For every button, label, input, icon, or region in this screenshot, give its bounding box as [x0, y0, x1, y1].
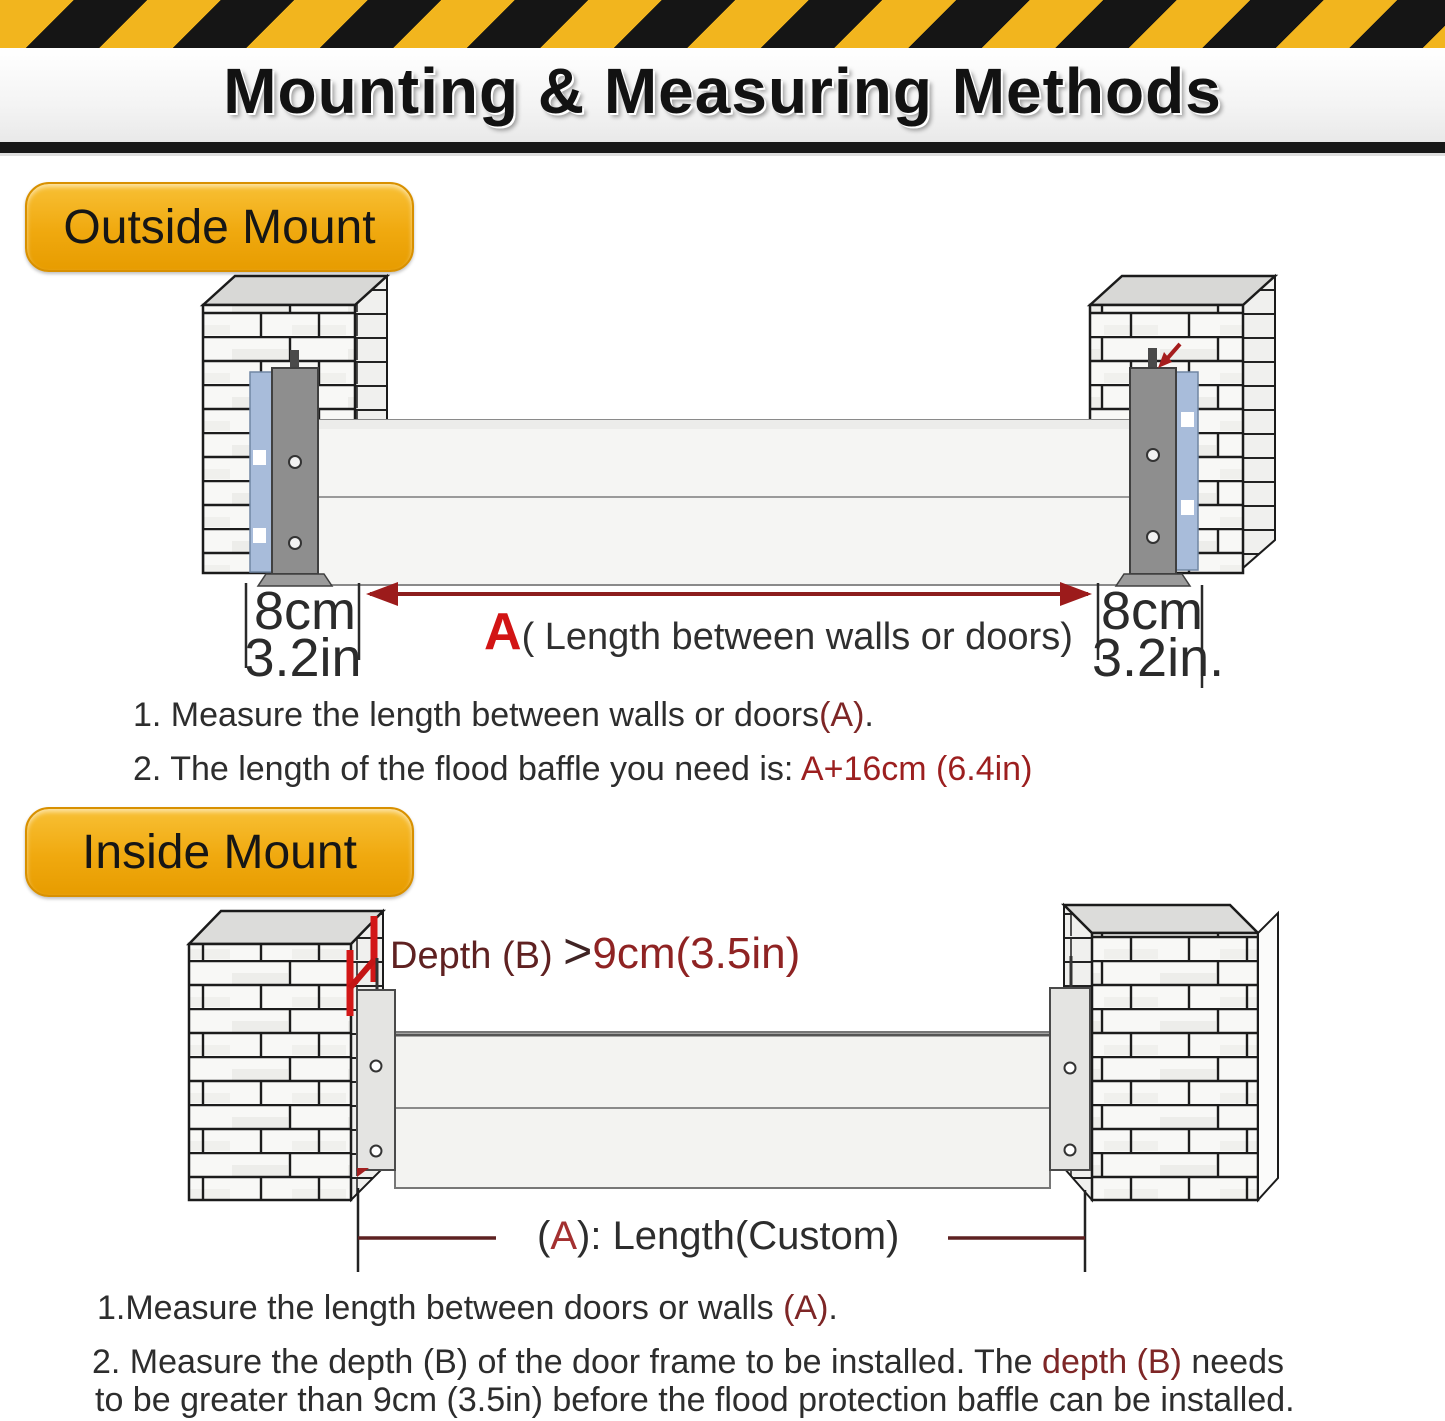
instr-accent: (A) — [819, 696, 865, 734]
pillar-front-face — [1092, 933, 1258, 1200]
inside-left-pillar — [189, 911, 383, 1200]
screw-hole — [289, 537, 301, 549]
length-label-a: A — [550, 1214, 578, 1258]
outside-right-seal-strip — [1176, 372, 1198, 570]
pillar-front-face — [189, 944, 351, 1200]
instr-accent: A+16cm (6.4in) — [800, 750, 1033, 788]
instr-text: . — [828, 1289, 838, 1327]
instr-text: 1. Measure the length between walls or doors — [133, 696, 820, 734]
length-label-paren: ( — [537, 1214, 551, 1258]
screw-hole — [1147, 531, 1159, 543]
inside-instruction-3: to be greater than 9cm (3.5in) before the flood protection baffle can be installed. — [95, 1381, 1295, 1419]
inside-length-label — [537, 1214, 899, 1259]
outside-instruction-1 — [133, 696, 874, 735]
inside-depth-label — [390, 922, 800, 980]
instr-text: 2. Measure the depth (B) of the door frame to be installed. The — [92, 1343, 1043, 1381]
depth-label-value: 9cm(3.5in) — [592, 929, 801, 978]
pillar-side-face — [1243, 276, 1275, 568]
banner-divider-shadow — [0, 153, 1445, 156]
outside-span-label — [484, 602, 1073, 662]
outside-right-dim-cm: 8cm — [1100, 581, 1203, 641]
screw-hole — [1065, 1145, 1076, 1156]
greater-than-sign: > — [563, 923, 593, 979]
screw-hole — [371, 1061, 382, 1072]
inside-right-pillar — [1064, 905, 1278, 1200]
span-label-a: A — [484, 603, 522, 661]
pillar-top-slab — [203, 276, 387, 305]
instr-accent: depth (B) — [1042, 1343, 1182, 1381]
screw-hole — [1065, 1063, 1076, 1074]
instr-text: . — [864, 696, 874, 734]
outside-left-dim-cm: 8cm — [253, 581, 356, 641]
instr-text: 2. The length of the flood baffle you need is: — [133, 750, 801, 788]
screw-hole — [371, 1146, 382, 1157]
inside-right-bracket — [1050, 956, 1090, 1170]
outside-flood-barrier-panel — [318, 420, 1130, 585]
screw-hole — [1147, 449, 1159, 461]
instr-accent: (A) — [783, 1289, 829, 1327]
instr-text: 1.Measure the length between doors or walls — [97, 1289, 784, 1327]
inside-instruction-1 — [97, 1289, 838, 1328]
outside-instruction-2 — [133, 750, 1032, 789]
length-label-rest: ): Length(Custom) — [577, 1214, 900, 1258]
outside-mount-label-text: Outside Mount — [63, 200, 376, 254]
page-title: Mounting & Measuring Methods — [223, 55, 1222, 127]
outside-left-dim-in: 3.2in — [244, 628, 362, 688]
hazard-stripe-banner — [0, 0, 1445, 48]
pillar-top-slab — [189, 911, 383, 944]
pillar-top-slab — [1090, 276, 1275, 305]
pillar-outer-edge — [1258, 913, 1278, 1200]
banner-divider-bar — [0, 142, 1445, 153]
screw-hole — [289, 456, 301, 468]
outside-left-seal-strip — [250, 372, 272, 572]
outside-right-dim-in: 3.2in. — [1092, 628, 1225, 688]
inside-instruction-2 — [92, 1343, 1284, 1382]
depth-label-pre: Depth (B) — [390, 935, 564, 977]
inside-flood-barrier-panel — [395, 1032, 1050, 1188]
inside-mount-label-text: Inside Mount — [82, 825, 357, 879]
inside-left-bracket — [357, 958, 395, 1177]
span-label-rest: ( Length between walls or doors) — [521, 616, 1073, 658]
instr-text: needs — [1181, 1343, 1284, 1381]
pillar-top-slab — [1064, 905, 1258, 933]
